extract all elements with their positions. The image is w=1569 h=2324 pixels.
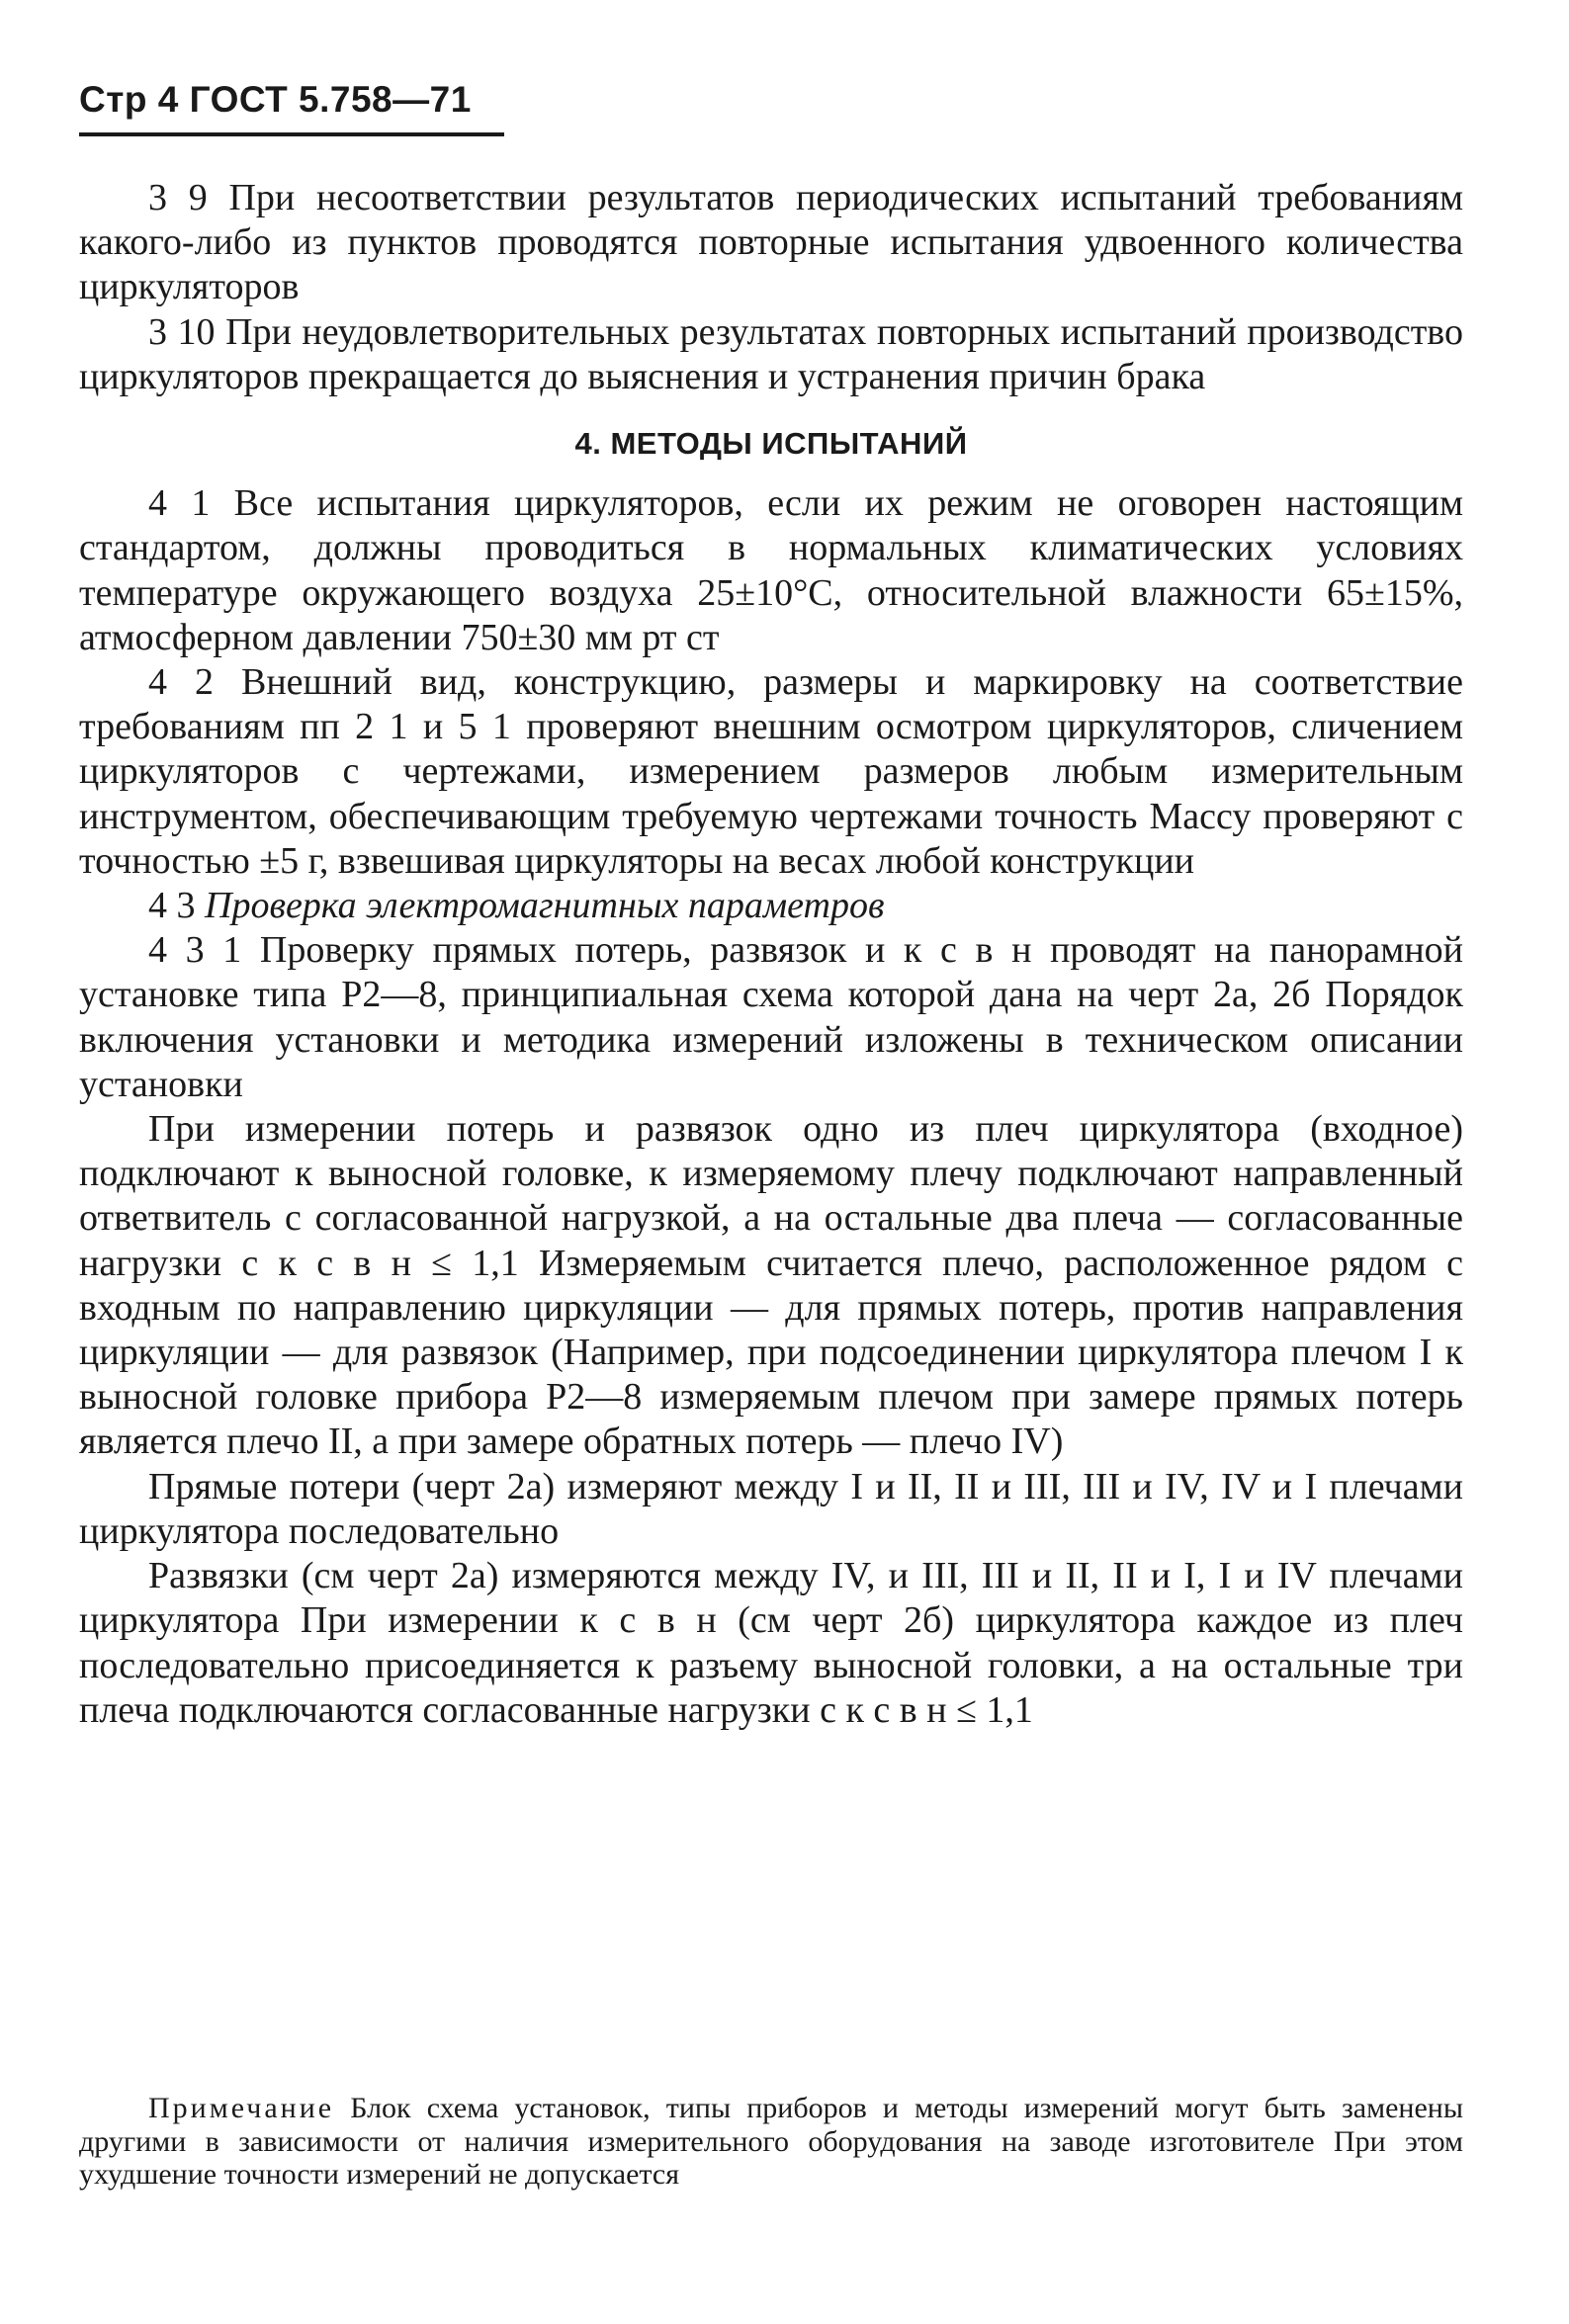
paragraph-4-3-1: 4 3 1 Проверку прямых потерь, развязок и к с в н проводят на панорамной установке типа Р2—8, принципиальная схема которой дана на черт 2а, 2б Порядок включения установки и методика измерений изложены в техническом описании установки [79, 929, 1463, 1105]
paragraph-4-3-title: Проверка электромагнитных параметров [205, 885, 885, 927]
paragraph-4-3 [79, 884, 1463, 928]
paragraph-3-10: 3 10 При неудовлетворительных результатах повторных испытаний производство циркуляторов прекращается до выяснения и устранения причин брака [79, 310, 1463, 397]
document-body [79, 176, 1463, 1733]
paragraph-direct-losses: Прямые потери (черт 2а) измеряют между I и II, II и III, III и IV, IV и I плечами циркулятора последовательно [79, 1465, 1463, 1552]
note-lead: Примечание [148, 2092, 335, 2124]
paragraph-4-2: 4 2 Внешний вид, конструкцию, размеры и маркировку на соответствие требованиям пп 2 1 и 5 1 проверяют внешним осмотром циркуляторов, сличением циркуляторов с чертежами, измерением размеров любым измерительным инструментом, обеспечивающим требуемую чертежами точность Массу проверяют с точностью ±5 г, взвешивая циркуляторы на весах любой конструкции [79, 661, 1463, 882]
note-block [79, 2092, 1463, 2192]
section-title-4: 4. МЕТОДЫ ИСПЫТАНИЙ [574, 426, 968, 462]
paragraph-4-3-number: 4 3 [148, 885, 196, 927]
paragraph-3-9: 3 9 При несоответствии результатов периодических испытаний требованиям какого-либо из пунктов проводятся повторные испытания удвоенного количества циркуляторов [79, 177, 1463, 308]
paragraph-isolation: Развязки (см черт 2а) измеряются между IV, и III, III и II, II и I, I и IV плечами циркулятора При измерении к с в н (см черт 2б) циркулятора каждое из плеч последовательно присоединяется к разъему выносной головки, а на остальные три плеча подключаются согласованные нагрузки с к с в н ≤ 1,1 [79, 1555, 1463, 1731]
page-header: Стр 4 ГОСТ 5.758—71 [79, 79, 472, 120]
note-paragraph [79, 2092, 1463, 2192]
paragraph-4-1: 4 1 Все испытания циркуляторов, если их режим не оговорен настоящим стандартом, должны проводиться в нормальных климатических условиях температуре окружающего воздуха 25±10°С, относительной влажности 65±15%, атмосферном давлении 750±30 мм рт ст [79, 482, 1463, 658]
header-rule [79, 132, 504, 136]
note-text: Блок схема установок, типы приборов и методы измерений могут быть заменены другими в зависимости от наличия измерительного оборудования на заводе изготовителе При этом ухудшение точности измерений не допускается [79, 2092, 1463, 2191]
paragraph-measurement: При измерении потерь и развязок одно из плеч циркулятора (входное) подключают к выносной головке, к измеряемому плечу подключают направленный ответвитель с согласованной нагрузкой, а на остальные два плеча — согласованные нагрузки с к с в н ≤ 1,1 Измеряемым считается плечо, расположенное рядом с входным по направлению циркуляции — для прямых потерь, против направления циркуляции — для развязок (Например, при подсоединении циркулятора плечом I к выносной головке прибора Р2—8 измеряемым плечом при замере прямых потерь является плечо II, а при замере обратных потерь — плечо IV) [79, 1108, 1463, 1463]
